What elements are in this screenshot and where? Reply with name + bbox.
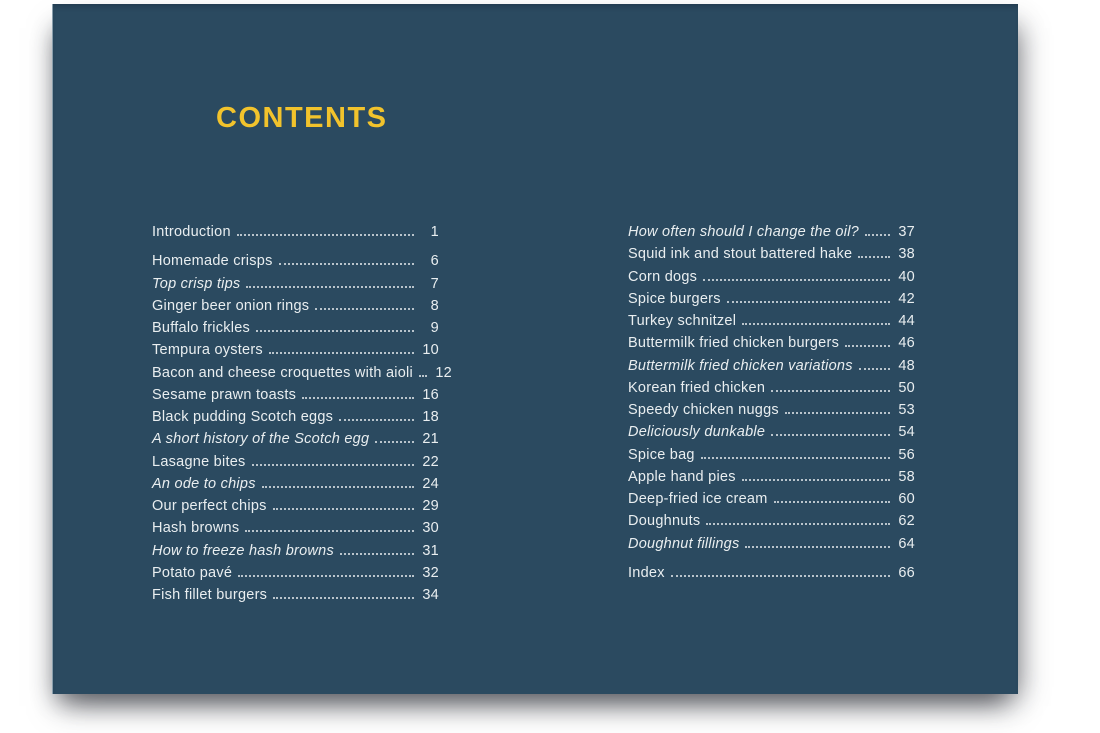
toc-entry <box>628 335 915 357</box>
toc-entry <box>628 313 915 335</box>
toc-page-number: 42 <box>898 290 915 307</box>
toc-entry-label: Buffalo frickles <box>152 320 251 336</box>
toc-entry <box>152 276 439 298</box>
toc-page-number: 6 <box>430 253 439 270</box>
toc-entry-label: Spice bag <box>628 446 695 463</box>
toc-page-number: 60 <box>898 491 915 507</box>
toc-entry <box>628 565 915 587</box>
toc-entry-label: Our perfect chips <box>152 498 267 514</box>
toc-entry-label: Tempura oysters <box>152 342 263 359</box>
toc-entry-label: Speedy chicken nuggs <box>628 402 779 418</box>
toc-page-number: 9 <box>430 320 439 336</box>
toc-page-number: 10 <box>422 342 439 359</box>
toc-entry <box>152 454 439 476</box>
toc-leader-dots <box>273 508 414 510</box>
toc-entry <box>628 269 915 291</box>
toc-leader-dots <box>375 441 414 443</box>
toc-entry-label: Potato pavé <box>152 564 233 581</box>
toc-entry <box>152 431 439 453</box>
toc-page-number: 31 <box>422 542 439 559</box>
toc-leader-dots <box>245 530 414 532</box>
toc-entry <box>152 476 439 498</box>
toc-page-number: 38 <box>898 246 915 263</box>
toc-entry <box>152 342 439 364</box>
toc-leader-dots <box>706 523 890 525</box>
toc-entry <box>152 387 439 409</box>
toc-page-number: 66 <box>898 564 915 581</box>
toc-leader-dots <box>771 390 890 392</box>
toc-page-number: 50 <box>898 379 915 396</box>
toc-leader-dots <box>279 263 414 265</box>
toc-entry-label: Corn dogs <box>628 268 698 285</box>
toc-leader-dots <box>671 575 890 577</box>
toc-leader-dots <box>256 330 414 332</box>
toc-entry-label: Deliciously dunkable <box>628 424 766 441</box>
toc-page-number: 30 <box>422 520 439 537</box>
toc-entry-label: Introduction <box>152 224 231 240</box>
toc-entry-label: Korean fried chicken <box>628 379 766 396</box>
toc-entry <box>628 491 915 513</box>
toc-leader-dots <box>742 323 890 325</box>
toc-entry-label: Buttermilk fried chicken variations <box>628 357 853 374</box>
toc-entry-label: Spice burgers <box>628 290 721 307</box>
toc-entry-label: Bacon and cheese croquettes with aioli <box>152 364 413 381</box>
toc-entry-label: Squid ink and stout battered hake <box>628 246 853 263</box>
toc-entry <box>152 298 439 320</box>
toc-page-number: 8 <box>430 297 439 314</box>
toc-entry <box>152 253 439 275</box>
toc-leader-dots <box>771 434 890 436</box>
toc-entry <box>152 565 439 587</box>
toc-page-number: 48 <box>898 357 915 374</box>
toc-page-number: 64 <box>898 535 915 552</box>
toc-entry-label: Black pudding Scotch eggs <box>152 409 334 425</box>
toc-leader-dots <box>252 464 414 466</box>
toc-leader-dots <box>246 286 414 288</box>
toc-entry <box>152 364 452 387</box>
toc-entry <box>628 469 915 491</box>
toc-leader-dots <box>269 352 414 354</box>
toc-leader-dots <box>859 368 890 370</box>
toc-page-number: 53 <box>898 402 915 418</box>
toc-page-number: 24 <box>422 475 439 492</box>
toc-page-number: 54 <box>898 424 915 441</box>
toc-entry <box>628 291 915 313</box>
toc-page-number: 58 <box>898 468 915 485</box>
toc-leader-dots <box>237 234 414 236</box>
toc-entry <box>152 224 439 246</box>
toc-leader-dots <box>315 308 414 310</box>
toc-leader-dots <box>865 234 890 236</box>
toc-page-number: 21 <box>422 431 439 448</box>
toc-entry <box>628 246 915 268</box>
toc-leader-dots <box>262 486 414 488</box>
toc-entry-label: Index <box>628 564 665 581</box>
toc-entry <box>152 409 439 431</box>
toc-leader-dots <box>774 501 890 503</box>
contents-title: CONTENTS <box>216 102 388 134</box>
toc-entry-label: Turkey schnitzel <box>628 313 737 329</box>
toc-entry <box>628 424 915 446</box>
toc-page-number: 22 <box>422 453 439 470</box>
toc-entry <box>628 447 915 469</box>
toc-leader-dots <box>785 412 890 414</box>
toc-entry-label: Deep-fried ice cream <box>628 491 768 507</box>
toc-leader-dots <box>727 301 890 303</box>
toc-page-number: 44 <box>898 313 915 329</box>
toc-entry <box>152 587 439 609</box>
toc-entry <box>628 380 915 402</box>
toc-leader-dots <box>339 419 414 421</box>
toc-page-number: 56 <box>898 446 915 463</box>
toc-entry <box>152 520 439 542</box>
toc-entry <box>152 498 439 520</box>
toc-leader-dots <box>419 375 427 377</box>
toc-page-number: 46 <box>898 335 915 352</box>
toc-page-number: 34 <box>422 587 439 603</box>
toc-entry-label: Buttermilk fried chicken burgers <box>628 335 840 352</box>
toc-entry-label: Fish fillet burgers <box>152 587 268 603</box>
toc-leader-dots <box>858 256 890 258</box>
toc-page-number: 62 <box>898 513 915 530</box>
toc-entry-label: Doughnut fillings <box>628 535 740 552</box>
toc-page-number: 7 <box>430 275 439 292</box>
toc-entry-label: Sesame prawn toasts <box>152 386 297 403</box>
toc-leader-dots <box>703 279 890 281</box>
toc-leader-dots <box>302 397 414 399</box>
toc-entry <box>628 358 915 380</box>
toc-entry <box>152 320 439 342</box>
toc-entry <box>628 224 915 246</box>
toc-entry-label: How to freeze hash browns <box>152 542 334 559</box>
toc-entry <box>628 402 915 424</box>
toc-entry <box>628 536 915 558</box>
toc-entry <box>628 513 915 535</box>
toc-entry-label: Homemade crisps <box>152 253 273 270</box>
toc-page-number: 1 <box>430 224 439 240</box>
toc-column-left <box>152 224 452 609</box>
toc-entry <box>152 543 439 565</box>
toc-entry-label: Hash browns <box>152 520 240 537</box>
book-page <box>52 4 1018 694</box>
toc-page-number: 29 <box>422 498 439 514</box>
toc-leader-dots <box>701 457 890 459</box>
toc-page-number: 37 <box>898 224 915 240</box>
toc-entry-label: An ode to chips <box>152 475 256 492</box>
toc-leader-dots <box>273 597 414 599</box>
toc-leader-dots <box>742 479 890 481</box>
toc-page-number: 16 <box>422 386 439 403</box>
toc-leader-dots <box>845 345 890 347</box>
toc-leader-dots <box>745 546 890 548</box>
toc-page-number: 12 <box>435 364 452 381</box>
toc-page-number: 32 <box>422 564 439 581</box>
toc-leader-dots <box>340 553 414 555</box>
toc-leader-dots <box>238 575 414 577</box>
toc-entry-label: How often should I change the oil? <box>628 224 859 240</box>
toc-entry-label: Ginger beer onion rings <box>152 297 310 314</box>
toc-entry-label: Lasagne bites <box>152 453 246 470</box>
toc-page-number: 18 <box>422 409 439 425</box>
toc-entry-label: A short history of the Scotch egg <box>152 431 370 448</box>
toc-page-number: 40 <box>898 268 915 285</box>
toc-column-right <box>628 224 915 587</box>
toc-entry-label: Top crisp tips <box>152 275 241 292</box>
toc-entry-label: Apple hand pies <box>628 468 736 485</box>
toc-entry-label: Doughnuts <box>628 513 701 530</box>
